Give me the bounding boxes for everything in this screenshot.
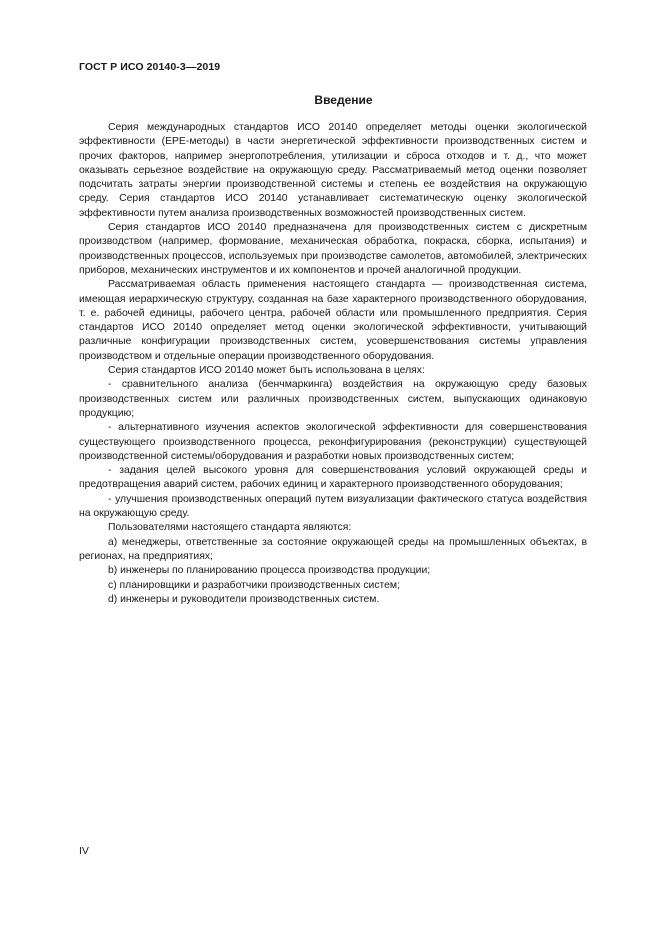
purpose-item: - альтернативного изучения аспектов экологической эффективности для совершенствования существующего производственного процесса, реконфигурирования (реконструкции) существующей производственной системы/оборудования и разработки новых производственных систем; [79, 422, 587, 462]
user-item: a) менеджеры, ответственные за состояние окружающей среды на промышленных объектах, в регионах, на предприятиях; [79, 536, 587, 562]
purpose-item: - задания целей высокого уровня для совершенствования условий окружающей среды и предотвращения аварий систем, рабочих единиц и характерного производственного оборудования; [79, 465, 587, 491]
document-header: ГОСТ Р ИСО 20140-3—2019 [79, 61, 221, 73]
paragraph: Серия стандартов ИСО 20140 предназначена для производственных систем с дискретным производством (например, формование, механическая обработка, покраска, сборка, испытания) и производственных процессов, используемых при производстве самолетов, автомобилей, электрических приборов, механических инструментов и их компонентов и прочей аналогичной продукции. [79, 222, 587, 276]
users-intro: Пользователями настоящего стандарта являются: [108, 522, 352, 534]
purpose-item: - сравнительного анализа (бенчмаркинга) воздействия на окружающую среду базовых производственных систем или различных производственных систем, выпускающих одинаковую продукцию; [79, 379, 587, 419]
purpose-item: - улучшения производственных операций путем визуализации фактического статуса воздействия на окружающую среду. [79, 493, 587, 520]
user-item: b) инженеры по планированию процесса производства продукции; [108, 565, 431, 577]
user-item: c) планировщики и разработчики производственных систем; [108, 579, 400, 591]
paragraph: Серия стандартов ИСО 20140 может быть использована в целях: [108, 365, 425, 377]
section-title: Введение [314, 93, 373, 107]
paragraph: Рассматриваемая область применения настоящего стандарта — производственная система, имеющая иерархическую структуру, созданная на базе характерного производственного оборудования, т. е. рабочей единицы, рабочего центра, рабочей области или промышленного предприятия. Серия стандартов ИСО 20140 определяет метод оценки экологической эффективности, учитывающий различные конфигурации производственных систем, усовершенствования системы управления производством и отдельные операции производственного оборудования. [79, 279, 587, 362]
document-body [79, 121, 587, 607]
paragraph: Серия международных стандартов ИСО 20140 определяет методы оценки экологической эффективности (EPE-методы) в части энергетической эффективности производственных систем и прочих факторов, например энергопотребления, утилизации и сброса отходов и т. д., что может оказывать серьезное воздействие на окружающую среду. Рассматриваемый метод оценки позволяет подсчитать затраты энергии производственной системы и степень ее воздействия на окружающую среду. Серия стандартов ИСО 20140 устанавливает систематическую оценку экологической эффективности путем анализа производственных возможностей производственных систем. [79, 122, 587, 219]
user-item: d) инженеры и руководители производственных систем. [108, 593, 380, 605]
page-number: IV [79, 845, 89, 857]
